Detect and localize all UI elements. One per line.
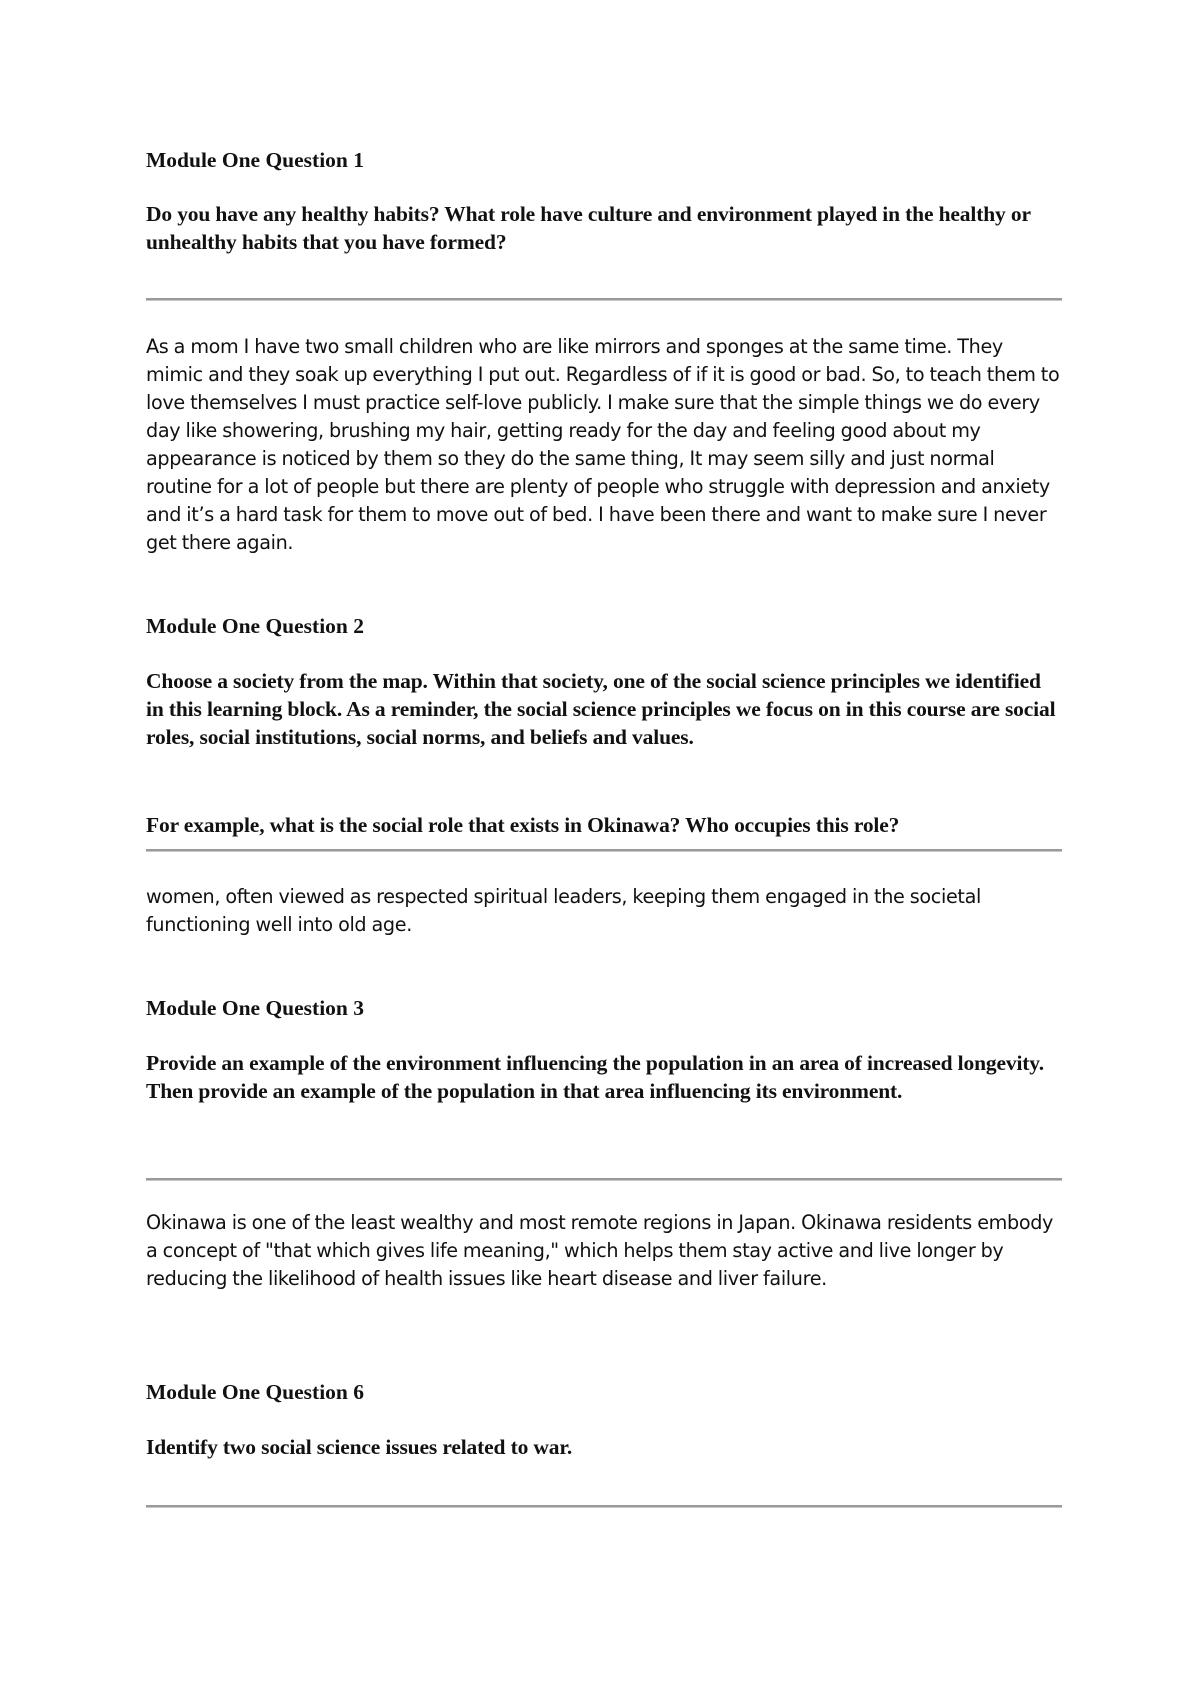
document-page [146,0,1062,1696]
q6-heading: Module One Question 6 [146,1380,365,1404]
q3-heading: Module One Question 3 [146,996,365,1020]
q2-answer: women, often viewed as respected spiritual leaders, keeping them engaged in the societal functioning well into old age. [146,885,981,936]
q3-divider [146,1178,1062,1181]
q2-divider [146,849,1062,852]
q1-answer: As a mom I have two small children who are like mirrors and sponges at the same time. They mimic and they soak up everything I put out. Regardless of if it is good or bad. So, to teach them to love themselves I must practice self-love publicly. I make sure that the simple things we do every day like showering, brushing my hair, getting ready for the day and feeling good about my appearance is noticed by them so they do the same thing, It may seem silly and just normal routine for a lot of people but there are plenty of people who struggle with depression and anxiety and it’s a hard task for them to move out of bed. I have been there and want to make sure I never get there again. [146,335,1060,554]
q1-heading: Module One Question 1 [146,148,365,172]
q2-heading: Module One Question 2 [146,614,365,638]
q3-question: Provide an example of the environment influencing the population in an area of increased longevity. Then provide an example of the population in that area influencing its environment. [146,1051,1044,1103]
q2-example: For example, what is the social role that exists in Okinawa? Who occupies this role? [146,813,900,837]
q6-divider [146,1505,1062,1508]
q1-question: Do you have any healthy habits? What role have culture and environment played in the healthy or unhealthy habits that you have formed? [146,202,1031,254]
q6-question: Identify two social science issues related to war. [146,1435,573,1459]
q1-divider [146,298,1062,301]
q2-question: Choose a society from the map. Within that society, one of the social science principles we identified in this learning block. As a reminder, the social science principles we focus on in this course are social roles, social institutions, social norms, and beliefs and values. [146,669,1056,749]
q3-answer: Okinawa is one of the least wealthy and most remote regions in Japan. Okinawa residents embody a concept of "that which gives life meaning," which helps them stay active and live longer by reducing the likelihood of health issues like heart disease and liver failure. [146,1211,1054,1290]
